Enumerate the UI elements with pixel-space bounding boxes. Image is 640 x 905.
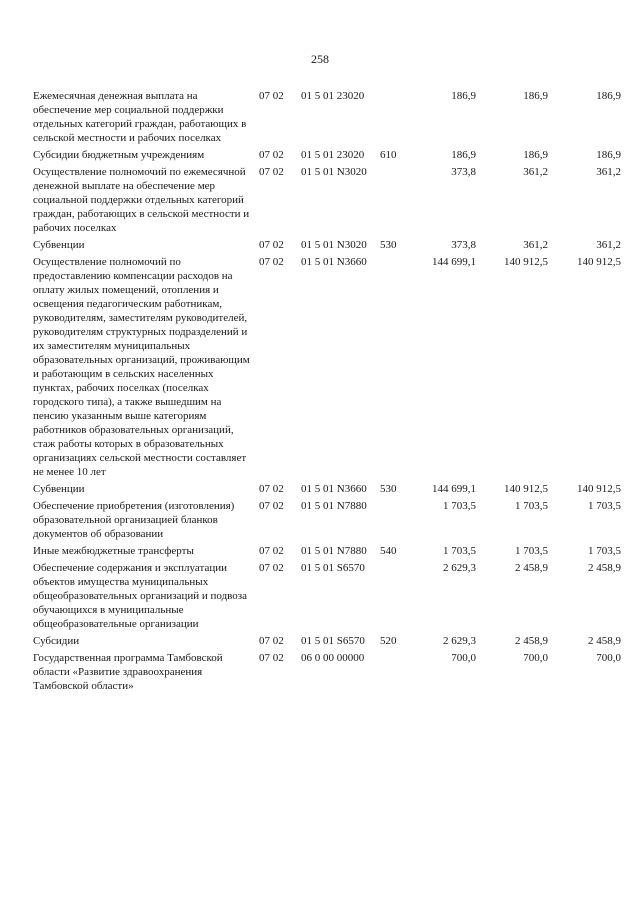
section-code: 07 02 [259,562,284,574]
amount-year-1: 186,9 [451,149,476,161]
row-name: Обеспечение приобретения (изготовления) образовательной организацией бланков документов об образовании [33,500,235,540]
target-code: 01 5 01 N3020 [301,166,367,178]
target-code: 06 0 00 00000 [301,652,365,664]
section-code: 07 02 [259,149,284,161]
table-row [33,651,621,696]
table-row [33,561,621,634]
section-code: 07 02 [259,500,284,512]
table-row [33,165,621,238]
amount-year-3: 186,9 [596,149,621,161]
table-row [33,89,621,148]
amount-year-3: 361,2 [596,239,621,251]
section-code: 07 02 [259,483,284,495]
expense-type-code [380,255,406,482]
amount-year-3: 140 912,5 [577,483,621,495]
section-code: 07 02 [259,90,284,102]
expense-type-code: 530 [380,239,397,251]
target-code: 01 5 01 S6570 [301,635,365,647]
table-body [33,89,621,696]
amount-year-2: 140 912,5 [504,483,548,495]
expense-type-code [380,561,406,634]
row-name: Осуществление полномочий по предоставлению компенсации расходов на оплату жилых помещений, отопления и освещения педагогическим работникам, руководителям, заместителям руководителей, руководителям структурных подразделений и их заместителям муниципальных образовательных организаций, проживающим и работающим в сельских населенных пунктах, рабочих поселках (поселках городского типа), а также вышедшим на пенсию указанным выше категориям работников образовательных организаций, стаж работы которых в образовательных организациях сельской местности составляет не менее 10 лет [33,256,250,478]
row-name: Субсидии бюджетным учреждениям [33,149,205,161]
amount-year-1: 144 699,1 [432,256,476,268]
row-name: Ежемесячная денежная выплата на обеспечение мер социальной поддержки отдельных категорий граждан, работающих в сельской местности и рабочих поселках [33,90,247,144]
amount-year-2: 186,9 [523,149,548,161]
target-code: 01 5 01 N7880 [301,545,367,557]
amount-year-2: 1 703,5 [515,545,548,557]
amount-year-2: 2 458,9 [515,635,548,647]
target-code: 01 5 01 N3020 [301,239,367,251]
section-code: 07 02 [259,239,284,251]
expense-type-code [380,165,406,238]
amount-year-1: 373,8 [451,239,476,251]
amount-year-3: 186,9 [596,90,621,102]
row-name: Осуществление полномочий по ежемесячной денежной выплате на обеспечение мер социальной поддержки отдельных категорий граждан, работающих в сельской местности и рабочих поселках [33,166,250,234]
budget-table [33,89,621,696]
row-name: Государственная программа Тамбовской области «Развитие здравоохранения Тамбовской области» [33,652,223,692]
amount-year-1: 186,9 [451,90,476,102]
expense-type-code [380,651,406,696]
amount-year-3: 2 458,9 [588,635,621,647]
row-name: Субвенции [33,483,85,495]
target-code: 01 5 01 23020 [301,90,365,102]
amount-year-3: 2 458,9 [588,562,621,574]
amount-year-1: 2 629,3 [443,562,476,574]
expense-type-code [380,89,406,148]
amount-year-2: 2 458,9 [515,562,548,574]
row-name: Субсидии [33,635,80,647]
table-row [33,499,621,544]
expense-type-code: 530 [380,483,397,495]
amount-year-2: 1 703,5 [515,500,548,512]
target-code: 01 5 01 N7880 [301,500,367,512]
amount-year-2: 361,2 [523,239,548,251]
table-row [33,238,621,255]
table-row [33,255,621,482]
amount-year-3: 140 912,5 [577,256,621,268]
amount-year-1: 1 703,5 [443,545,476,557]
target-code: 01 5 01 23020 [301,149,365,161]
amount-year-2: 186,9 [523,90,548,102]
amount-year-2: 140 912,5 [504,256,548,268]
amount-year-3: 361,2 [596,166,621,178]
amount-year-2: 700,0 [523,652,548,664]
amount-year-3: 1 703,5 [588,500,621,512]
table-row [33,634,621,651]
amount-year-1: 373,8 [451,166,476,178]
row-name: Обеспечение содержания и эксплуатации объектов имущества муниципальных общеобразовательных организаций и подвоза обучающихся в муниципальные общеобразовательные организации [33,562,248,630]
expense-type-code [380,499,406,544]
row-name: Иные межбюджетные трансферты [33,545,194,557]
target-code: 01 5 01 N3660 [301,483,367,495]
expense-type-code: 610 [380,149,397,161]
section-code: 07 02 [259,545,284,557]
target-code: 01 5 01 S6570 [301,562,365,574]
section-code: 07 02 [259,652,284,664]
section-code: 07 02 [259,256,284,268]
table-row [33,148,621,165]
amount-year-1: 2 629,3 [443,635,476,647]
table-row [33,482,621,499]
amount-year-1: 1 703,5 [443,500,476,512]
row-name: Субвенции [33,239,85,251]
amount-year-1: 144 699,1 [432,483,476,495]
section-code: 07 02 [259,166,284,178]
table-row [33,544,621,561]
expense-type-code: 540 [380,545,397,557]
page-number: 258 [311,52,329,66]
amount-year-1: 700,0 [451,652,476,664]
expense-type-code: 520 [380,635,397,647]
section-code: 07 02 [259,635,284,647]
amount-year-2: 361,2 [523,166,548,178]
amount-year-3: 1 703,5 [588,545,621,557]
amount-year-3: 700,0 [596,652,621,664]
target-code: 01 5 01 N3660 [301,256,367,268]
